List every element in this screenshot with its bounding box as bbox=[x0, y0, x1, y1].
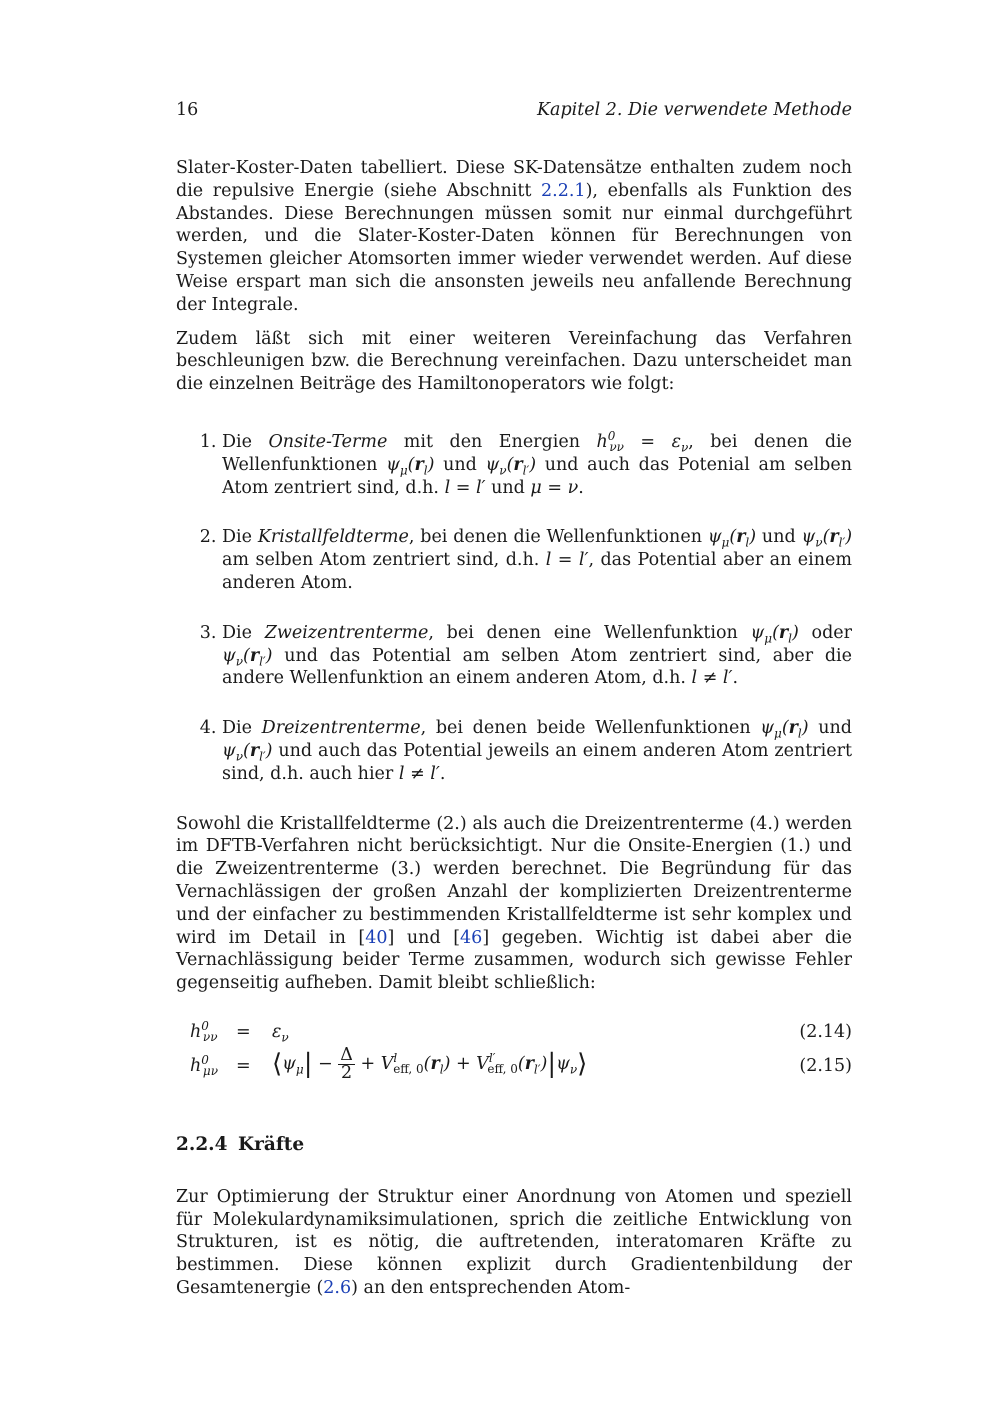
term-list bbox=[176, 431, 852, 786]
ref-section-2-2-1[interactable]: 2.2.1 bbox=[541, 180, 586, 201]
eq2-equals: = bbox=[236, 1055, 251, 1076]
section-title: Kräfte bbox=[238, 1133, 305, 1155]
item2-text-e: , das Potential aber an einem anderen Atom. bbox=[222, 550, 852, 593]
paragraph-3 bbox=[176, 813, 852, 995]
page-number: 16 bbox=[176, 100, 199, 120]
math-l-neq: l ≠ l′ bbox=[398, 763, 440, 784]
item2-text-c: und bbox=[756, 527, 802, 548]
math-psi-mu: $\psi_\mu(r_l)$ bbox=[760, 718, 809, 741]
math-mu-eq-nu: μ = ν bbox=[530, 477, 579, 498]
paragraph-1 bbox=[176, 157, 852, 317]
item1-text-d: und bbox=[434, 454, 486, 475]
item3-text-c: oder bbox=[798, 622, 852, 643]
paragraph-1-text-b: ), ebenfalls als Funktion des Abstandes. Diese Berechnungen müssen somit nur einmal durchgeführt werden, und die Slater-Koster-Daten können für Berechnungen von Systemen gleicher Atomsorten immer wieder verwendet werden. Auf diese Weise erspart man sich die ansonsten jeweils neu anfallende Berechnung der Integrale. bbox=[176, 180, 852, 315]
item4-text-d: und auch das Potential jeweils an einem anderen Atom zentriert sind, d.h. auch hier bbox=[222, 740, 852, 784]
item4-text-b: , bei denen beide Wellenfunktionen bbox=[420, 718, 761, 739]
eq1-lhs: $h^0_{\nu\nu}$ bbox=[190, 1019, 218, 1045]
eq2-number: (2.15) bbox=[799, 1055, 852, 1076]
item1-text-a: Die bbox=[222, 431, 269, 452]
item2-term: Kristallfeldterme bbox=[257, 527, 409, 548]
equation-2-15 bbox=[176, 1044, 852, 1099]
list-item-dreizentren bbox=[222, 717, 852, 785]
math-psi-mu: $\psi_\mu(r_l)$ bbox=[386, 454, 435, 478]
math-psi-nu: $\psi_\nu(r_{l'})$ bbox=[222, 645, 273, 669]
ref-eq-2-6[interactable]: 2.6 bbox=[323, 1277, 352, 1298]
math-l-neq: l ≠ l′ bbox=[691, 668, 733, 689]
eq1-number: (2.14) bbox=[799, 1021, 852, 1042]
item3-term: Zweizentrenterme bbox=[264, 622, 429, 643]
math-psi-nu: $\psi_\nu(r_{l'})$ bbox=[485, 454, 537, 478]
item4-text-e: . bbox=[439, 763, 446, 784]
eq2-rhs: $⟨\psi_\mu|$ − $\frac{\Delta}{2}$ + $V^l_{eff, 0}(r_l)$ + $V^{l'}_{eff, 0}(r_{l'})|\psi_\nu⟩$ bbox=[272, 1044, 588, 1083]
item4-text-a: Die bbox=[222, 718, 262, 739]
equation-block bbox=[176, 1021, 852, 1099]
paragraph-3-text-a: Sowohl die Kristallfeldterme (2.) als auch die Dreizentrenterme (4.) werden im DFTB-Verfahren nicht berücksichtigt. Nur die Onsite-Energien (1.) und die Zweizentrenterme (3.) werden berechnet. Die Begründung für das Vernachlässigen der großen Anzahl der komplizierten Dreizentrenterme und der einfacher zu bestimmenden Kristallfeldterme ist sehr komplex und wird im Detail in [ bbox=[176, 813, 852, 948]
paragraph-4 bbox=[176, 1186, 852, 1300]
math-l-eq: l = l′ bbox=[545, 550, 589, 571]
paragraph-3-text-b: ] und [ bbox=[387, 927, 461, 948]
paragraph-2: Zudem läßt sich mit einer weiteren Vereinfachung das Verfahren beschleunigen bzw. die Berechnung vereinfachen. Dazu unterscheidet man die einzelnen Beiträge des Hamiltonoperators wie folgt: bbox=[176, 328, 852, 395]
item3-text-e: . bbox=[732, 668, 739, 689]
item1-text-b: mit den Energien bbox=[387, 431, 597, 452]
item2-text-b: , bei denen die Wellenfunktionen bbox=[408, 527, 708, 548]
math-psi-nu: $\psi_\nu(r_{l'})$ bbox=[222, 740, 273, 764]
item1-text-e: und auch das Potenial am selben Atom zentriert sind, d.h. bbox=[222, 454, 852, 498]
paragraph-1-text-a: Slater-Koster-Daten tabelliert. Diese SK-Datensätze enthalten zudem noch die repulsive Energie (siehe Abschnitt bbox=[176, 158, 852, 201]
section-number: 2.2.4 bbox=[176, 1133, 228, 1155]
math-h0-nunu: $h^0_{\nu\nu} = \varepsilon_\nu$ bbox=[596, 429, 689, 455]
eq1-rhs: $\varepsilon_\nu$ bbox=[272, 1021, 289, 1045]
item3-text-d: und das Potential am selben Atom zentriert sind, aber die andere Wellenfunktion an einem anderen Atom, d.h. bbox=[222, 645, 852, 689]
item3-text-a: Die bbox=[222, 622, 265, 643]
ref-40[interactable]: 40 bbox=[365, 927, 388, 948]
item1-text-c: , bei denen die Wellenfunktionen bbox=[222, 431, 852, 475]
list-item-onsite bbox=[222, 431, 852, 499]
running-header bbox=[176, 100, 852, 124]
math-psi-mu: $\psi_\mu(r_l)$ bbox=[707, 527, 757, 550]
list-item-zweizentren bbox=[222, 622, 852, 690]
item1-term: Onsite-Terme bbox=[268, 431, 388, 452]
chapter-title: Kapitel 2. Die verwendete Methode bbox=[536, 100, 852, 120]
ref-46[interactable]: 46 bbox=[460, 927, 483, 948]
section-heading bbox=[176, 1134, 852, 1157]
paragraph-4-text-a: Zur Optimierung der Struktur einer Anordnung von Atomen und speziell für Molekulardynamiksimulationen, sprich die zeitliche Entwicklung von Strukturen, ist es nötig, die auftretenden, interatomaren Kräfte zu bestimmen. Diese können explizit durch Gradientenbildung der Gesamtenergie ( bbox=[176, 1186, 852, 1298]
item3-text-b: , bei denen eine Wellenfunktion bbox=[428, 622, 751, 643]
body-text bbox=[176, 157, 852, 1311]
list-item-kristallfeld bbox=[222, 526, 852, 594]
paragraph-4-text-b: ) an den entsprechenden Atom- bbox=[351, 1277, 631, 1298]
math-psi-nu: $\psi_\nu(r_{l'})$ bbox=[801, 527, 853, 550]
item4-text-c: und bbox=[808, 718, 852, 739]
item2-text-d: am selben Atom zentriert sind, d.h. bbox=[222, 550, 546, 571]
math-psi-mu: $\psi_\mu(r_l)$ bbox=[750, 622, 799, 646]
math-l-eq: l = l′ bbox=[444, 477, 486, 498]
item1-text-g: . bbox=[578, 477, 584, 498]
eq2-lhs: $h^0_{\mu\nu}$ bbox=[190, 1053, 219, 1079]
paragraph-3-text-c: ] gegeben. Wichtig ist dabei aber die Vernachlässigung beider Terme zusammen, wodurch sich gewisse Fehler gegenseitig aufheben. Damit bleibt schließlich: bbox=[176, 927, 853, 994]
item1-text-f: und bbox=[485, 477, 531, 498]
item2-text-a: Die bbox=[222, 527, 258, 548]
item4-term: Dreizentrenterme bbox=[261, 718, 421, 739]
eq1-equals: = bbox=[236, 1021, 251, 1042]
